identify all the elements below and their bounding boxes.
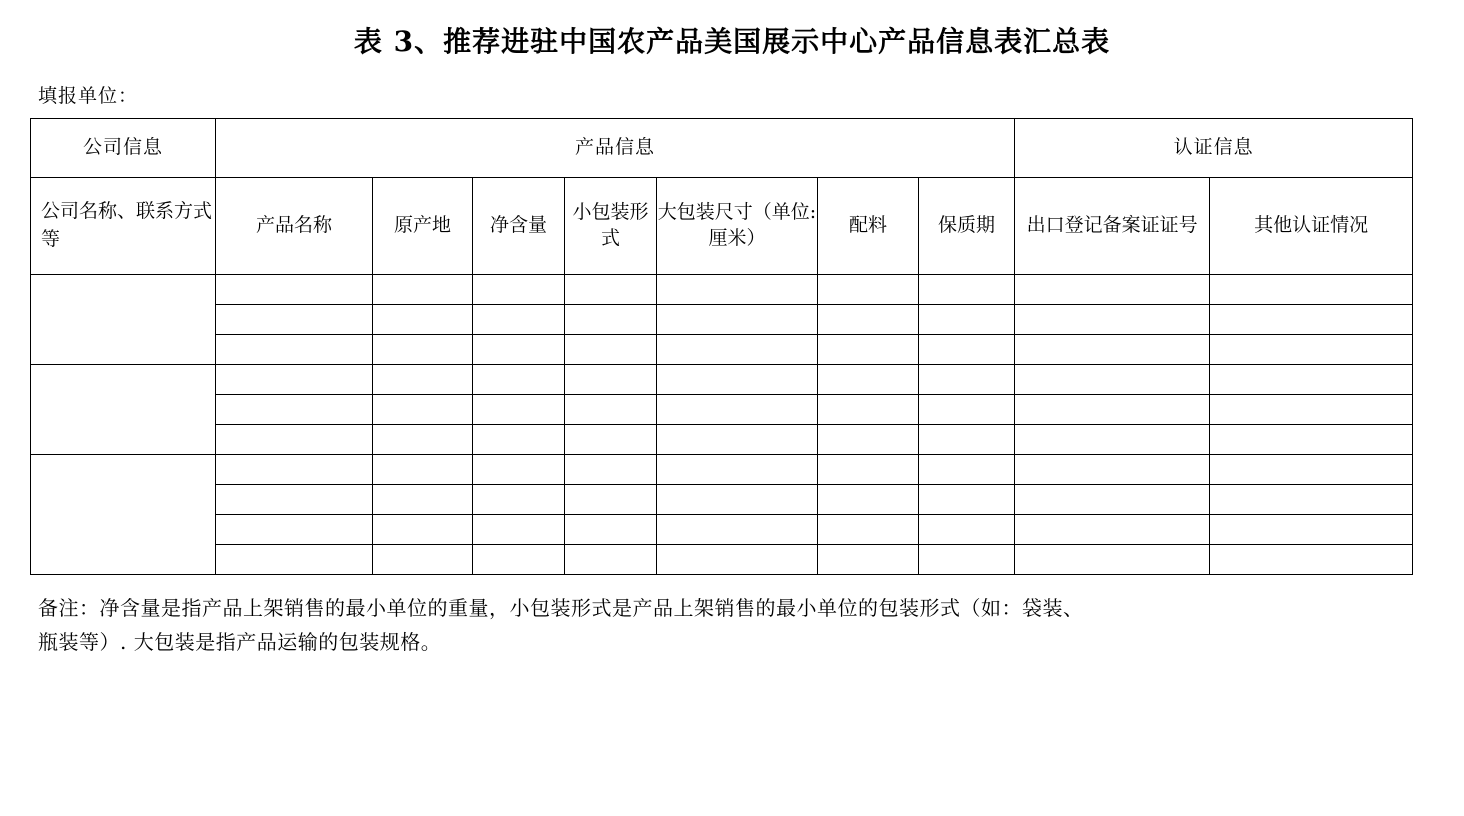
cell-export-registration-no[interactable] [1015,455,1210,485]
cell-origin[interactable] [373,455,473,485]
cell-product-name[interactable] [216,305,373,335]
column-header-export-registration-no: 出口登记备案证证号 [1015,178,1210,275]
cell-product-name[interactable] [216,275,373,305]
cell-origin[interactable] [373,305,473,335]
cell-product-name[interactable] [216,485,373,515]
cell-net-content[interactable] [473,365,565,395]
cell-shelf-life[interactable] [919,485,1015,515]
cell-other-certification[interactable] [1210,455,1413,485]
table-row [31,545,1413,575]
cell-large-package-size[interactable] [657,545,818,575]
cell-ingredients[interactable] [818,335,919,365]
company-cell[interactable] [31,275,216,365]
cell-export-registration-no[interactable] [1015,425,1210,455]
cell-origin[interactable] [373,365,473,395]
cell-product-name[interactable] [216,395,373,425]
company-cell[interactable] [31,365,216,455]
group-header-certification: 认证信息 [1015,119,1413,178]
cell-small-package[interactable] [565,455,657,485]
table-row [31,335,1413,365]
table-row [31,365,1413,395]
cell-origin[interactable] [373,335,473,365]
company-cell[interactable] [31,455,216,575]
cell-shelf-life[interactable] [919,455,1015,485]
cell-product-name[interactable] [216,455,373,485]
cell-shelf-life[interactable] [919,275,1015,305]
column-header-shelf-life: 保质期 [919,178,1015,275]
cell-small-package[interactable] [565,305,657,335]
cell-small-package[interactable] [565,395,657,425]
cell-other-certification[interactable] [1210,425,1413,455]
cell-net-content[interactable] [473,305,565,335]
cell-product-name[interactable] [216,365,373,395]
column-header-small-package: 小包装形式 [565,178,657,275]
cell-small-package[interactable] [565,275,657,305]
table-row [31,395,1413,425]
cell-product-name[interactable] [216,545,373,575]
cell-large-package-size[interactable] [657,275,818,305]
group-header-company: 公司信息 [31,119,216,178]
cell-other-certification[interactable] [1210,275,1413,305]
cell-large-package-size[interactable] [657,365,818,395]
document-page [0,24,1464,816]
cell-net-content[interactable] [473,275,565,305]
cell-net-content[interactable] [473,515,565,545]
cell-shelf-life[interactable] [919,395,1015,425]
column-header-company-name: 公司名称、联系方式等 [31,178,216,275]
table-note [38,591,1418,659]
table-row [31,275,1413,305]
cell-other-certification[interactable] [1210,395,1413,425]
cell-small-package[interactable] [565,365,657,395]
cell-export-registration-no[interactable] [1015,365,1210,395]
column-header-net-content: 净含量 [473,178,565,275]
cell-export-registration-no[interactable] [1015,485,1210,515]
column-header-origin: 原产地 [373,178,473,275]
page-title: 表 3、推荐进驻中国农产品美国展示中心产品信息表汇总表 [353,25,1111,58]
cell-net-content[interactable] [473,335,565,365]
column-header-ingredients: 配料 [818,178,919,275]
cell-ingredients[interactable] [818,485,919,515]
cell-shelf-life[interactable] [919,365,1015,395]
cell-export-registration-no[interactable] [1015,545,1210,575]
table-row [31,485,1413,515]
cell-other-certification[interactable] [1210,335,1413,365]
cell-net-content[interactable] [473,545,565,575]
cell-shelf-life[interactable] [919,515,1015,545]
cell-net-content[interactable] [473,455,565,485]
table-note-line-1: 备注：净含量是指产品上架销售的最小单位的重量，小包装形式是产品上架销售的最小单位的包装形式（如：袋装、 [38,596,1084,620]
cell-large-package-size[interactable] [657,485,818,515]
table-row [31,515,1413,545]
cell-large-package-size[interactable] [657,395,818,425]
product-info-table [30,118,1413,575]
cell-export-registration-no[interactable] [1015,335,1210,365]
cell-origin[interactable] [373,515,473,545]
cell-export-registration-no[interactable] [1015,305,1210,335]
cell-origin[interactable] [373,545,473,575]
table-note-line-2: 瓶装等）. 大包装是指产品运输的包装规格。 [38,630,442,654]
cell-origin[interactable] [373,425,473,455]
cell-shelf-life[interactable] [919,335,1015,365]
cell-ingredients[interactable] [818,395,919,425]
cell-other-certification[interactable] [1210,485,1413,515]
cell-large-package-size[interactable] [657,455,818,485]
cell-ingredients[interactable] [818,545,919,575]
cell-other-certification[interactable] [1210,545,1413,575]
cell-origin[interactable] [373,485,473,515]
cell-large-package-size[interactable] [657,305,818,335]
cell-ingredients[interactable] [818,275,919,305]
cell-small-package[interactable] [565,485,657,515]
cell-ingredients[interactable] [818,425,919,455]
reporting-unit-label: 填报单位： [38,85,139,107]
column-header-large-package-size: 大包装尺寸（单位: 厘米） [657,178,818,275]
cell-net-content[interactable] [473,485,565,515]
cell-product-name[interactable] [216,425,373,455]
table-row [31,305,1413,335]
cell-small-package[interactable] [565,335,657,365]
cell-other-certification[interactable] [1210,515,1413,545]
cell-other-certification[interactable] [1210,365,1413,395]
cell-ingredients[interactable] [818,455,919,485]
cell-small-package[interactable] [565,545,657,575]
cell-shelf-life[interactable] [919,425,1015,455]
cell-other-certification[interactable] [1210,305,1413,335]
cell-ingredients[interactable] [818,365,919,395]
cell-product-name[interactable] [216,515,373,545]
column-header-product-name: 产品名称 [216,178,373,275]
cell-net-content[interactable] [473,395,565,425]
cell-origin[interactable] [373,275,473,305]
cell-export-registration-no[interactable] [1015,275,1210,305]
table-row [31,425,1413,455]
cell-small-package[interactable] [565,425,657,455]
table-row [31,455,1413,485]
cell-origin[interactable] [373,395,473,425]
cell-shelf-life[interactable] [919,305,1015,335]
cell-ingredients[interactable] [818,305,919,335]
cell-ingredients[interactable] [818,515,919,545]
cell-export-registration-no[interactable] [1015,515,1210,545]
cell-large-package-size[interactable] [657,335,818,365]
cell-shelf-life[interactable] [919,545,1015,575]
table-column-header-row [31,178,1413,275]
cell-large-package-size[interactable] [657,425,818,455]
table-group-header-row [31,119,1413,178]
cell-product-name[interactable] [216,335,373,365]
cell-small-package[interactable] [565,515,657,545]
cell-large-package-size[interactable] [657,515,818,545]
column-header-other-certification: 其他认证情况 [1210,178,1413,275]
cell-net-content[interactable] [473,425,565,455]
cell-export-registration-no[interactable] [1015,395,1210,425]
group-header-product: 产品信息 [216,119,1015,178]
